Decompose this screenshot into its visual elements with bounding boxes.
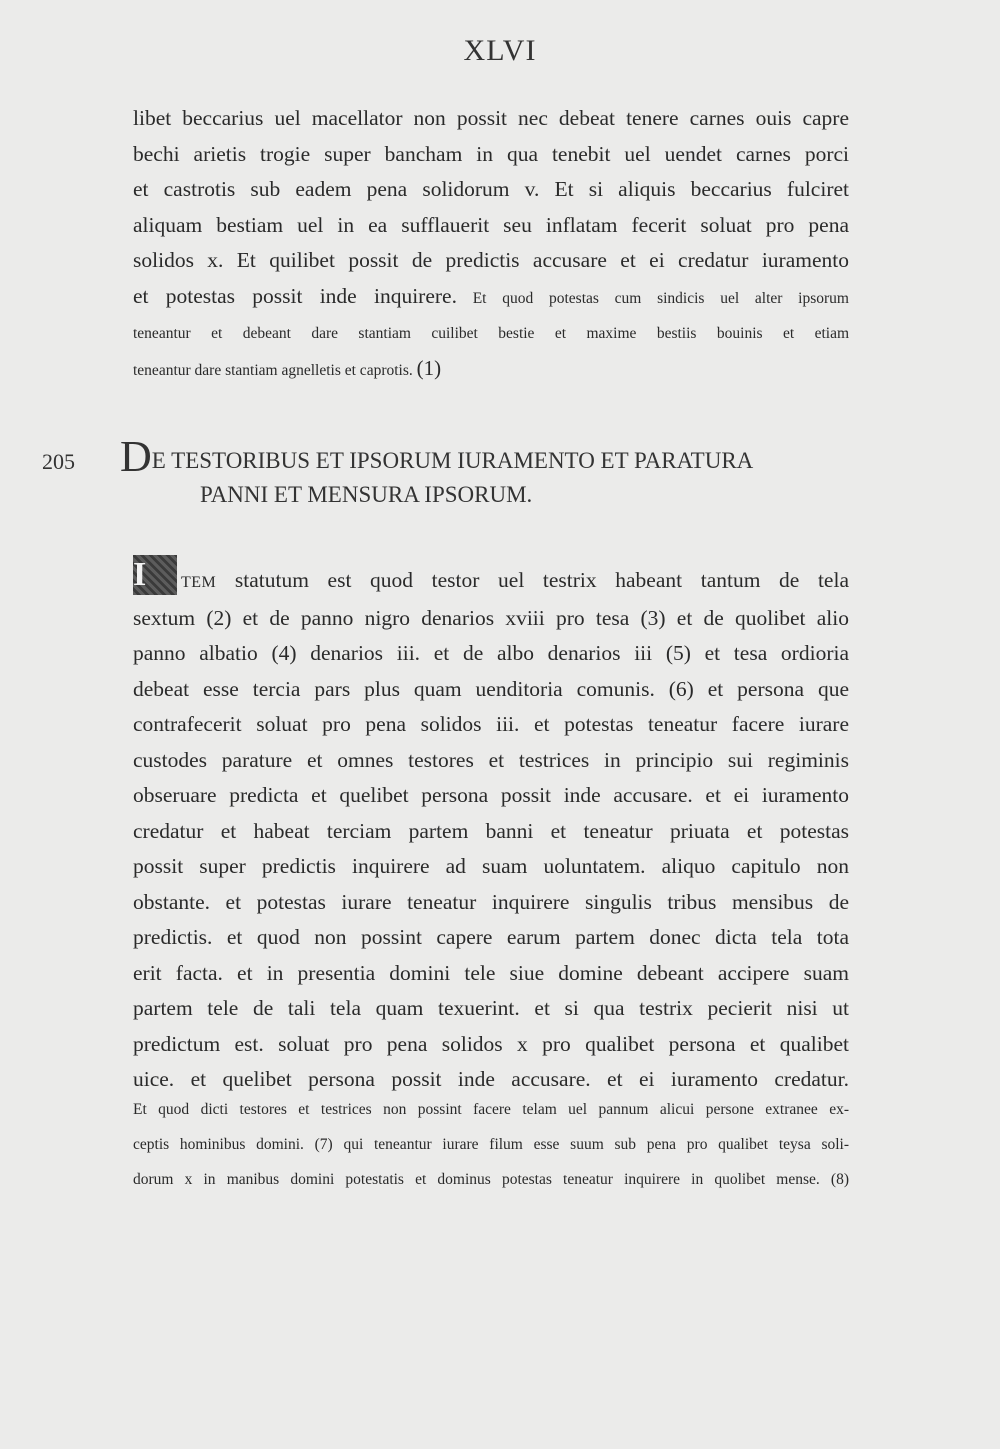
footnote-marker: (1) <box>416 355 442 380</box>
text-segment: teneantur dare stantiam agnelletis et caprotis. <box>133 361 413 379</box>
text-line-small: dorum x in manibus domini potestatis et dominus potestas teneatur inquirere in quolibet mense. (8) <box>133 1171 849 1188</box>
text-line-mixed <box>133 279 849 316</box>
text-segment-large: et potestas possit inde inquirere. <box>133 283 457 308</box>
heading-line-2: PANNI ET MENSURA IPSORUM. <box>200 482 533 507</box>
text-line: panno albatio (4) denarios iii. et de albo denarios iii (5) et tesa ordioria <box>133 641 849 665</box>
text-line: debeat esse tercia pars plus quam uenditoria comunis. (6) et persona que <box>133 676 849 701</box>
margin-statute-number: 205 <box>42 449 75 474</box>
page-number: XLVI <box>463 34 537 67</box>
initial-letter: I <box>133 556 147 593</box>
text-line: partem tele de tali tela quam texuerint. et si qua testrix pecierit nisi ut <box>133 996 849 1020</box>
text-line: solidos x. Et quilibet possit de predictis accusare et ei credatur iuramento <box>133 248 849 272</box>
text-segment-small: Et quod potestas cum sindicis uel alter ipsorum <box>456 289 849 307</box>
text-line: contrafecerit soluat pro pena solidos iii. et potestas teneatur facere iurare <box>133 712 849 736</box>
text-line: uice. et quelibet persona possit inde accusare. et ei iuramento credatur. <box>133 1067 849 1091</box>
text-line: bechi arietis trogie super bancham in qua tenebit uel uendet carnes porci <box>133 141 849 166</box>
text-line: obseruare predicta et quelibet persona possit inde accusare. et ei iuramento <box>133 783 849 807</box>
heading-text: E TESTORIBUS ET IPSORUM IURAMENTO ET PARATURA <box>151 448 754 473</box>
text-line-small: ceptis hominibus domini. (7) qui teneantur iurare filum esse suum sub pena pro qualibet teysa soli- <box>133 1136 849 1153</box>
heading-drop-letter: D <box>120 432 152 481</box>
paragraph-previous-statute <box>133 101 849 388</box>
text-segment: statutum est quod testor uel testrix habeant tantum de tela <box>216 568 849 592</box>
paragraph-statute-body <box>133 555 849 1098</box>
text-line: aliquam bestiam uel in ea sufflauerit seu inflatam fecerit soluat pro pena <box>133 212 849 237</box>
text-line: libet beccarius uel macellator non possit nec debeat tenere carnes ouis capre <box>133 106 849 130</box>
text-line-small: teneantur et debeant dare stantiam cuilibet bestie et maxime bestiis bouinis et etiam <box>133 324 849 342</box>
text-line: obstante. et potestas iurare teneatur inquirere singulis tribus mensibus de <box>133 889 849 914</box>
text-line: custodes parature et omnes testores et testrices in principio sui regiminis <box>133 747 849 772</box>
heading-line-1 <box>120 432 850 481</box>
text-line: et castrotis sub eadem pena solidorum v. Et si aliquis beccarius fulciret <box>133 177 849 201</box>
text-line: predictis. et quod non possint capere earum partem donec dicta tela tota <box>133 925 849 949</box>
text-line-small: Et quod dicti testores et testrices non possint facere telam uel pannum alicui persone extranee ex- <box>133 1101 849 1118</box>
ornamental-initial <box>133 555 177 595</box>
statute-heading <box>120 432 850 512</box>
text-line-small-last <box>133 351 849 388</box>
text-line: predictum est. soluat pro pena solidos x pro qualibet persona et qualibet <box>133 1031 849 1056</box>
paragraph-addendum-small <box>133 1092 849 1197</box>
text-line: erit facta. et in presentia domini tele siue domine debeant accipere suam <box>133 960 849 985</box>
text-line: sextum (2) et de panno nigro denarios xviii pro tesa (3) et de quolibet alio <box>133 605 849 630</box>
text-line: credatur et habeat terciam partem banni et teneatur priuata et potestas <box>133 818 849 843</box>
first-word-smallcaps: TEM <box>181 574 217 591</box>
text-line: possit super predictis inquirere ad suam uoluntatem. aliquo capitulo non <box>133 854 849 878</box>
text-line-first <box>133 555 849 601</box>
